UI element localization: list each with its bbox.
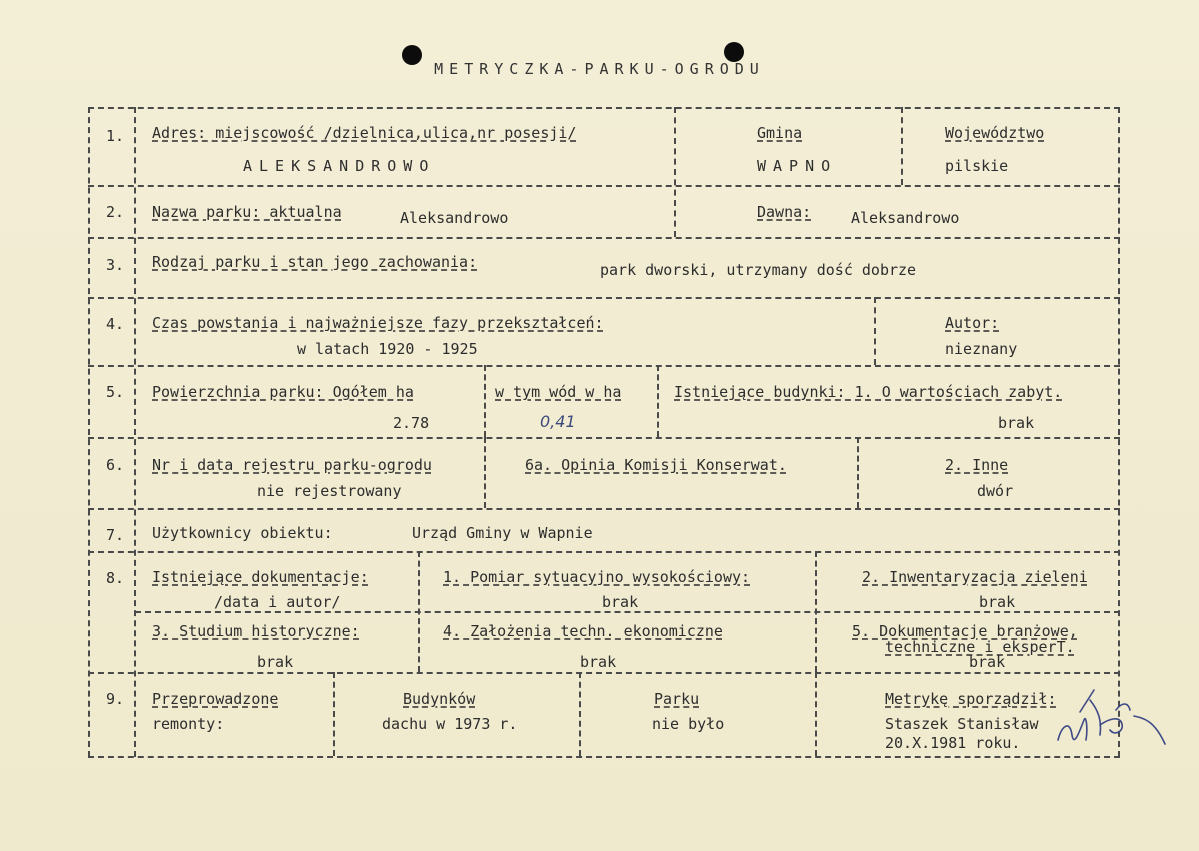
park-name-value: Aleksandrowo: [400, 209, 509, 227]
former-name-label: Dawna:: [757, 203, 812, 221]
rule-r4: [874, 297, 876, 365]
origin-value: w latach 1920 - 1925: [297, 340, 478, 358]
history-study-label: 3. Studium historyczne:: [152, 622, 360, 640]
row-8-number: 8.: [106, 569, 125, 587]
history-study-value: brak: [257, 653, 294, 671]
repairs-park-value: nie było: [652, 715, 725, 733]
row-4-number: 4.: [106, 315, 125, 333]
tech-econ-value: brak: [580, 653, 617, 671]
prepared-by-date: 20.X.1981 roku.: [885, 734, 1021, 752]
designer-label: Autor:: [945, 314, 1000, 332]
row-9-number: 9.: [106, 690, 125, 708]
rule-after-row-5: [88, 437, 1120, 439]
rule-r1-a: [674, 107, 676, 237]
repairs-buildings-value: dachu w 1973 r.: [382, 715, 518, 733]
water-area-value: 0,41: [540, 412, 576, 431]
row-6-number: 6.: [106, 456, 125, 474]
rule-r6-a: [484, 437, 486, 508]
rule-left-edge: [88, 107, 90, 757]
documentation-sub: /data i autor/: [214, 593, 341, 611]
gmina-value: WAPNO: [757, 157, 838, 175]
rule-after-row-8: [88, 672, 1120, 674]
prepared-by-name: Staszek Stanisław: [885, 715, 1039, 733]
address-value: ALEKSANDROWO: [243, 157, 436, 175]
tech-econ-label: 4. Założenia techn. ekonomiczne: [443, 622, 723, 640]
inventory-label: 2. Inwentaryzacja zieleni: [862, 568, 1088, 586]
existing-buildings-label: Istniejące budynki: 1. O wartościach zabyt.: [674, 383, 1063, 401]
users-value: Urząd Gminy w Wapnie: [412, 524, 593, 542]
register-label: Nr i data rejestru parku-ogrodu: [152, 456, 432, 474]
rule-after-row-7: [88, 551, 1120, 553]
inventory-value: brak: [979, 593, 1016, 611]
rule-top: [88, 107, 1120, 109]
rule-r9-a: [333, 672, 335, 756]
conservator-opinion-label: 6a. Opinia Komisji Konserwat.: [525, 456, 787, 474]
park-name-label: Nazwa parku: aktualna: [152, 203, 342, 221]
rule-number-column: [134, 107, 136, 757]
area-label: Powierzchnia parku: Ogółem ha: [152, 383, 414, 401]
row-2-number: 2.: [106, 203, 125, 221]
repairs-label-2: remonty:: [152, 715, 225, 733]
rule-after-row-2: [88, 237, 1120, 239]
rule-after-row-3: [88, 297, 1120, 299]
branch-docs-label-1: 5. Dokumentacje branżowe,: [852, 622, 1078, 640]
register-value: nie rejestrowany: [257, 482, 402, 500]
users-label: Użytkownicy obiektu:: [152, 524, 333, 542]
water-area-label: w tym wód w ha: [495, 383, 622, 401]
rule-r6-b: [857, 437, 859, 508]
repairs-park-label: Parku: [654, 690, 700, 708]
repairs-label-1: Przeprowadzone: [152, 690, 279, 708]
documentation-label: Istniejące dokumentacje:: [152, 568, 369, 586]
rule-after-row-6: [88, 508, 1120, 510]
rule-r9-b: [579, 672, 581, 756]
origin-label: Czas powstania i najważniejsze fazy przekształceń:: [152, 314, 604, 332]
existing-buildings-value: brak: [998, 414, 1035, 432]
designer-value: nieznany: [945, 340, 1018, 358]
survey-value: brak: [602, 593, 639, 611]
repairs-buildings-label: Budynków: [403, 690, 476, 708]
address-label: Adres: miejscowość /dzielnica,ulica,nr posesji/: [152, 124, 577, 142]
branch-docs-value: brak: [969, 653, 1006, 671]
card-title: METRYCZKA-PARKU-OGRODU: [434, 60, 765, 78]
rule-r1-b: [901, 107, 903, 185]
rule-r5-b: [657, 365, 659, 437]
rule-right-edge: [1118, 107, 1120, 757]
row-1-number: 1.: [106, 127, 125, 145]
voivodeship-label: Województwo: [945, 124, 1045, 142]
gmina-label: Gmina: [757, 124, 803, 142]
punch-hole-right: [724, 42, 744, 62]
park-type-label: Rodzaj parku i stan jego zachowania:: [152, 253, 478, 271]
rule-r8-a: [418, 551, 420, 672]
prepared-by-label: Metrykę sporządził:: [885, 690, 1057, 708]
park-type-value: park dworski, utrzymany dość dobrze: [600, 261, 917, 279]
rule-r9-c: [815, 672, 817, 756]
row-3-number: 3.: [106, 256, 125, 274]
branch-docs-label-2: techniczne i eksperT.: [885, 638, 1075, 656]
rule-row-8-middle: [135, 611, 1120, 613]
area-value: 2.78: [393, 414, 430, 432]
signature-scribble: [1050, 680, 1175, 755]
rule-r8-b: [815, 551, 817, 672]
rule-after-row-4: [88, 365, 1120, 367]
rule-after-row-1: [88, 185, 1120, 187]
row-5-number: 5.: [106, 383, 125, 401]
rule-bottom: [88, 756, 1120, 758]
other-label: 2. Inne: [945, 456, 1009, 474]
voivodeship-value: pilskie: [945, 157, 1009, 175]
other-value: dwór: [977, 482, 1014, 500]
former-name-value: Aleksandrowo: [851, 209, 960, 227]
rule-r5-a: [484, 365, 486, 437]
survey-label: 1. Pomiar sytuacyjno wysokościowy:: [443, 568, 751, 586]
row-7-number: 7.: [106, 526, 125, 544]
